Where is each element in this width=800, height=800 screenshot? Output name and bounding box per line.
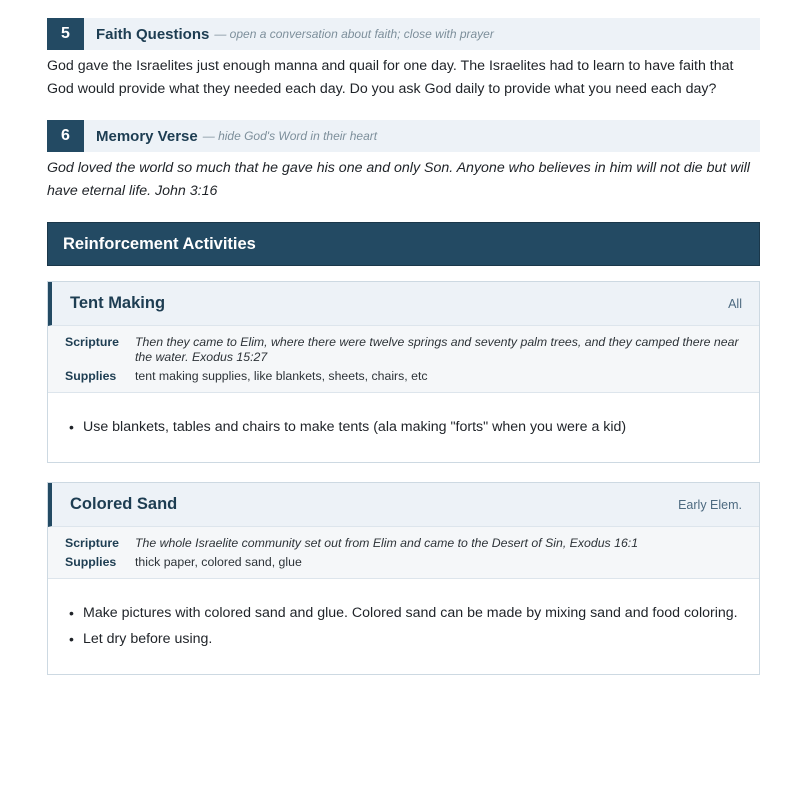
supplies-row xyxy=(65,369,743,384)
activity-age-group: All xyxy=(728,296,742,311)
step-text: Let dry before using. xyxy=(83,631,213,647)
section-title: Memory Verse xyxy=(96,127,198,145)
activity-header xyxy=(48,282,759,326)
supplies-label: Supplies xyxy=(65,555,117,569)
section-title: Faith Questions xyxy=(96,25,210,43)
supplies-text: tent making supplies, like blankets, sheets, chairs, etc xyxy=(135,369,428,383)
bullet-icon: • xyxy=(69,605,74,621)
faith-questions-text: God gave the Israelites just enough manna and quail for one day. The Israelites had to learn to have faith that God would provide what they needed each day. Do you ask God daily to provide what you need each day? xyxy=(47,58,734,97)
list-item xyxy=(69,417,743,437)
scripture-text: The whole Israelite community set out from Elim and came to the Desert of Sin, Exodus 16:1 xyxy=(135,536,639,550)
section-number: 6 xyxy=(47,120,84,152)
section-subtitle: — open a conversation about faith; close with prayer xyxy=(214,27,494,41)
scripture-row xyxy=(65,536,743,551)
section-header-faith-questions xyxy=(47,18,760,50)
supplies-row xyxy=(65,555,743,570)
bullet-icon: • xyxy=(69,419,74,435)
list-item xyxy=(69,603,743,623)
activity-steps xyxy=(48,393,759,461)
activity-title: Colored Sand xyxy=(70,495,178,513)
supplies-text: thick paper, colored sand, glue xyxy=(135,555,302,569)
section-subtitle: — hide God's Word in their heart xyxy=(202,129,378,143)
step-text: Use blankets, tables and chairs to make tents (ala making "forts" when you were a kid) xyxy=(83,419,627,435)
supplies-label: Supplies xyxy=(65,369,117,383)
scripture-label: Scripture xyxy=(65,536,119,550)
activity-meta xyxy=(48,527,759,579)
scripture-label: Scripture xyxy=(65,335,119,349)
scripture-row xyxy=(65,335,743,365)
bullet-icon: • xyxy=(69,631,74,647)
section-header-memory-verse xyxy=(47,120,760,152)
scripture-text: Then they came to Elim, where there were twelve springs and seventy palm trees, and they camped there near the water. Exodus 15:27 xyxy=(135,335,739,364)
activity-card-tent-making xyxy=(47,281,760,463)
memory-verse-text: God loved the world so much that he gave his one and only Son. Anyone who believes in him will not die but will have eternal life. John 3:16 xyxy=(47,160,750,199)
activity-card-colored-sand xyxy=(47,482,760,675)
step-text: Make pictures with colored sand and glue. Colored sand can be made by mixing sand and food coloring. xyxy=(83,605,738,621)
section-number: 5 xyxy=(47,18,84,50)
reinforcement-heading: Reinforcement Activities xyxy=(47,222,760,266)
activity-header xyxy=(48,483,759,527)
activity-age-group: Early Elem. xyxy=(678,497,742,512)
activity-steps xyxy=(48,579,759,673)
activity-title: Tent Making xyxy=(70,294,166,312)
activity-meta xyxy=(48,326,759,393)
list-item xyxy=(69,629,743,649)
